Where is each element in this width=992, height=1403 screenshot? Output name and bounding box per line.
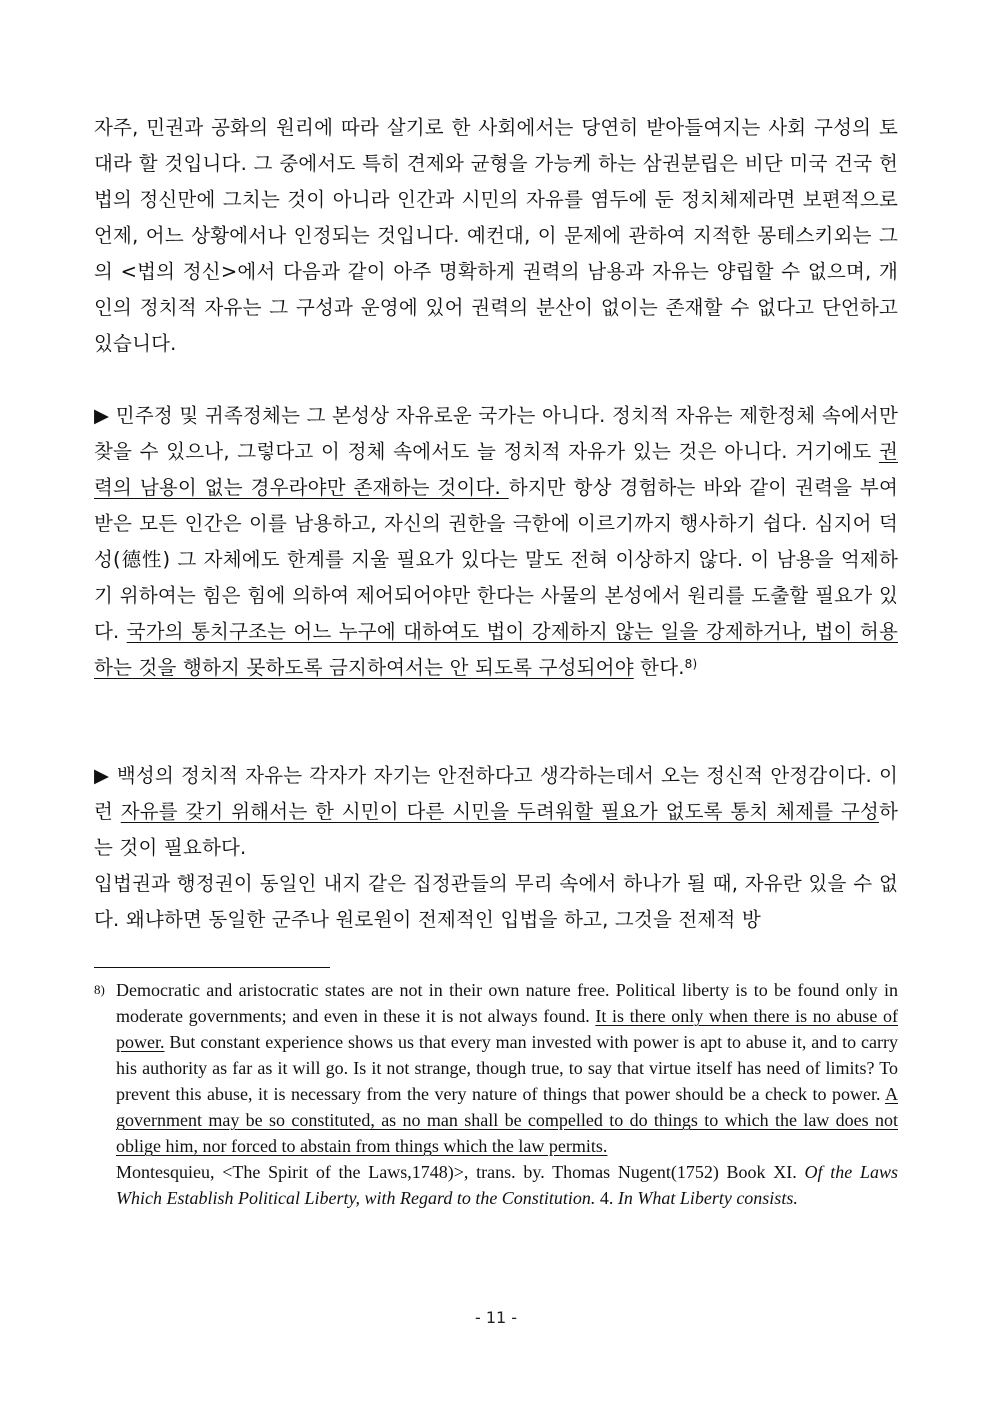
quote-1-text-a: ▶ 민주정 및 귀족정체는 그 본성상 자유로운 국가는 아니다. 정치적 자유는 제한정체 속에서만 찾을 수 있으나, 그렇다고 이 정체 속에서도 늘 정치적 자유가 있는 것은 아니다. 거기에도	[94, 404, 898, 463]
citation-section: 4.	[595, 1188, 618, 1208]
footnote-text-b: But constant experience shows us that every man invested with power is apt to abuse it, and to carry his authority as far as it will go. Is it not strange, though true, to say that virtue itself has need of limits? To prevent this abuse, it is necessary from the very nature of things that power should be a check to power.	[116, 1032, 898, 1104]
quote-2-underline-a: 자유를 갖기 위해서는 한 시민이 다른 시민을 두려워할 필요가 없도록 통치 체제를 구성	[120, 800, 879, 823]
footnote-body	[116, 977, 898, 1211]
quote-paragraph-1	[94, 398, 898, 686]
footnote-reference[interactable]: 8)	[684, 657, 698, 671]
footnote-number: 8)	[94, 982, 105, 997]
citation-text: Montesquieu, <The Spirit of the Laws,1748)>, trans. by. Thomas Nugent(1752) Book XI.	[116, 1162, 805, 1182]
quote-2-text-b: 하는 것이 필요하다.	[94, 800, 899, 859]
quote-2-continuation: 입법권과 행정권이 동일인 내지 같은 집정관들의 무리 속에서 하나가 될 때, 자유란 있을 수 없다. 왜냐하면 동일한 군주나 원로원이 전제적인 입법을 하고, 그것을 전제적 방	[94, 872, 898, 931]
footnote-text-a: Democratic and aristocratic states are not in their own nature free. Political liberty is to be found only in moderate governments; and even in these it is not always found.	[116, 980, 898, 1026]
quote-1-text-c: 한다.	[633, 656, 685, 679]
footnote-citation	[116, 1159, 898, 1211]
footnote-underline-b: A government may be so constituted, as no man shall be compelled to do things to which the law does not oblige him, nor forced to abstain from things which the law permits.	[116, 1084, 898, 1156]
quote-1-underline-b: 국가의 통치구조는 어느 누구에 대하여도 법이 강제하지 않는 일을 강제하거나, 법이 허용하는 것을 행하지 못하도록 금지하여서는 안 되도록 구성되어야	[94, 620, 898, 679]
footnote-underline-a: It is there only when there is no abuse of power.	[116, 1006, 899, 1052]
intro-text: 자주, 민권과 공화의 원리에 따라 살기로 한 사회에서는 당연히 받아들여지는 사회 구성의 토대라 할 것입니다. 그 중에서도 특히 견제와 균형을 가능케 하는 삼권분립은 비단 미국 건국 헌법의 정신만에 그치는 것이 아니라 인간과 시민의 자유를 염두에 둔 정치체제라면 보편적으로 언제, 어느 상황에서나 인정되는 것입니다. 예컨대, 이 문제에 관하여 지적한 몽테스키외는 그의 <법의 정신>에서 다음과 같이 아주 명확하게 권력의 남용과 자유는 양립할 수 없으며, 개인의 정치적 자유는 그 구성과 운영에 있어 권력의 분산이 없이는 존재할 수 없다고 단언하고 있습니다.	[94, 116, 898, 355]
quote-2-text	[94, 758, 898, 866]
page-number: - 11 -	[474, 1308, 518, 1327]
quote-1-underline-a: 권력의 남용이 없는 경우라야만 존재하는 것이다.	[94, 440, 898, 499]
citation-italic-a: Of the Laws Which Establish Political Liberty, with Regard to the Constitution.	[116, 1162, 898, 1208]
citation-italic-b: In What Liberty consists.	[617, 1188, 798, 1208]
quote-1-text	[94, 398, 898, 686]
quote-1-text-b: 하지만 항상 경험하는 바와 같이 권력을 부여 받은 모든 인간은 이를 남용하고, 자신의 권한을 극한에 이르기까지 행사하기 쉽다. 심지어 덕성(德性) 그 자체에도 한계를 지울 필요가 있다는 말도 전혀 이상하지 않다. 이 남용을 억제하기 위하여는 힘은 힘에 의하여 제어되어야만 한다는 사물의 본성에서 원리를 도출할 필요가 있다.	[94, 476, 898, 643]
intro-paragraph	[94, 110, 898, 362]
footnote-quote	[116, 977, 898, 1159]
footnote-8	[94, 977, 898, 1211]
quote-2-text-a: ▶ 백성의 정치적 자유는 각자가 자기는 안전하다고 생각하는데서 오는 정신적 안정감이다. 이런	[94, 764, 898, 823]
footnote-separator	[94, 967, 330, 968]
quote-paragraph-2	[94, 758, 898, 938]
